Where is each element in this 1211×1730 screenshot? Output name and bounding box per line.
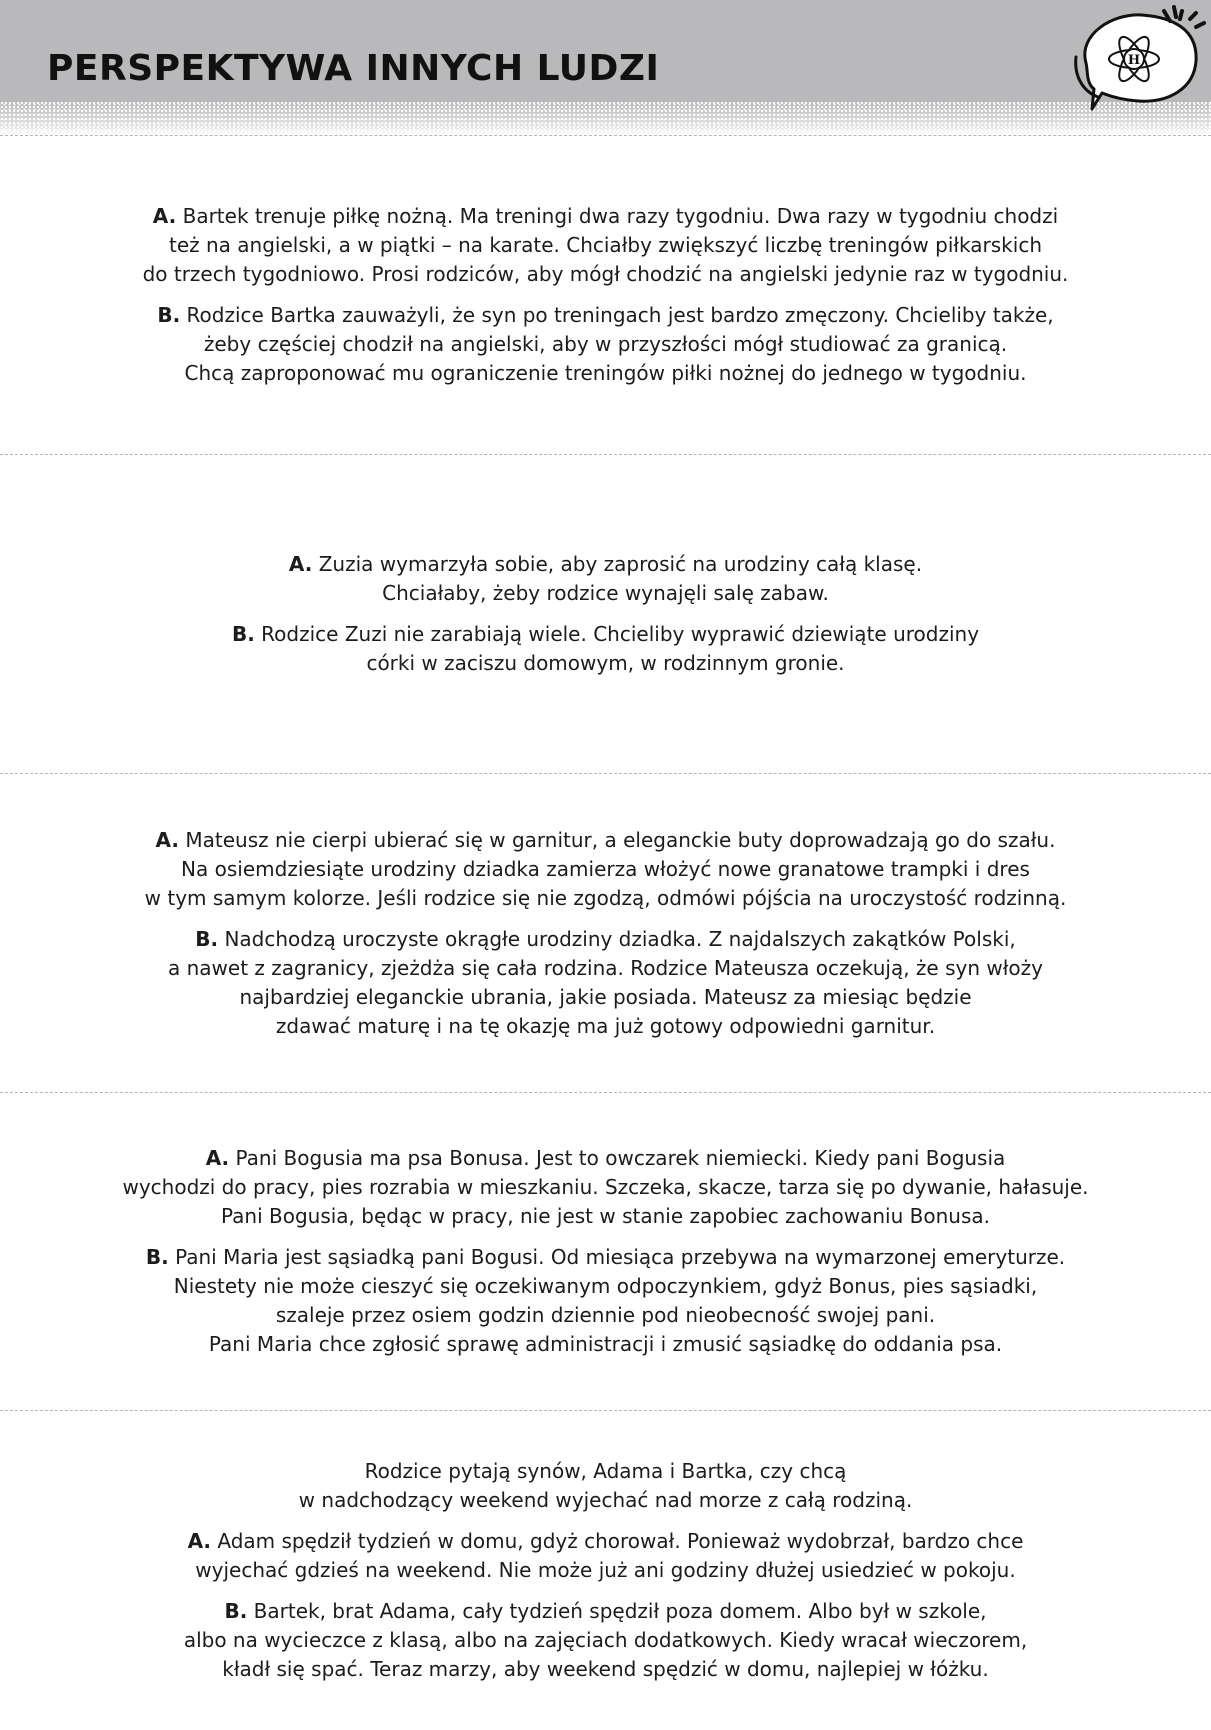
- paragraph-letter: B.: [224, 1599, 248, 1623]
- scenario-card-2: [0, 455, 1211, 774]
- page-title: PERSPEKTYWA INNYCH LUDZI: [47, 48, 660, 89]
- paragraph-letter: B.: [157, 303, 181, 327]
- paragraph-text: Adam spędził tydzień w domu, gdyż chorował. Ponieważ wydobrzał, bardzo chce wyjechać gdzieś na weekend. Nie może już ani godziny dłużej usiedzieć w pokoju.: [195, 1529, 1024, 1582]
- scenario-3-paragraph-b: [168, 925, 1043, 1041]
- scenario-1-paragraph-b: [157, 301, 1053, 388]
- paragraph-text: Nadchodzą uroczyste okrągłe urodziny dziadka. Z najdalszych zakątków Polski, a nawet z zagranicy, zjeżdża się cała rodzina. Rodzice Mateusza oczekują, że syn włoży najbardziej eleganckie ubrania, jakie posiada. Mateusz za miesiąc będzie zdawać maturę i na tę okazję ma już gotowy odpowiedni garnitur.: [167, 926, 1043, 1038]
- paragraph-letter: B.: [145, 1245, 169, 1269]
- paragraph-text: Rodzice Bartka zauważyli, że syn po treningach jest bardzo zmęczony. Chcieliby także, żeby częściej chodził na angielski, aby w przyszłości mógł studiować za granicą. Chcą zaproponować mu ograniczenie treningów piłki nożnej do jednego w tygodniu.: [184, 303, 1054, 385]
- paragraph-text: Pani Maria jest sąsiadką pani Bogusi. Od miesiąca przebywa na wymarzonej emeryturze. Niestety nie może cieszyć się oczekiwanym odpoczynkiem, gdyż Bonus, pies sąsiadki, szaleje przez osiem godzin dziennie pod nieobecność swojej pani. Pani Maria chce zgłosić sprawę administracji i zmusić sąsiadkę do oddania psa.: [173, 1245, 1066, 1356]
- paragraph-text: Zuzia wymarzyła sobie, aby zaprosić na urodziny całą klasę. Chciałaby, żeby rodzice wynajęli salę zabaw.: [318, 552, 923, 605]
- scenario-5-paragraph-a: [188, 1527, 1024, 1585]
- atom-logo-icon: [1072, 5, 1206, 117]
- scenario-2-paragraph-a: [289, 550, 922, 608]
- paragraph-text: Bartek, brat Adama, cały tydzień spędził poza domem. Albo był w szkole, albo na wycieczce z klasą, albo na zajęciach dodatkowych. Kiedy wracał wieczorem, kładł się spać. Teraz marzy, aby weekend spędzić w domu, najlepiej w łóżku.: [183, 1599, 1028, 1681]
- page-header: [0, 0, 1211, 135]
- paragraph-letter: A.: [155, 827, 179, 852]
- scenario-1-paragraph-a: [143, 202, 1069, 289]
- scenario-5-intro: [299, 1457, 913, 1515]
- scenario-card-5: [0, 1411, 1211, 1730]
- logo-letter: H: [1127, 53, 1141, 68]
- paragraph-text: Mateusz nie cierpi ubierać się w garnitur, a eleganckie buty doprowadzają go do szału. Na osiemdziesiąte urodziny dziadka zamierza włożyć nowe granatowe trampki i dres w tym samym kolorze. Jeśli rodzice się nie zgodzą, odmówi pójścia na uroczystość rodzinną.: [144, 827, 1067, 910]
- paragraph-letter: A.: [288, 552, 313, 576]
- paragraph-text: Rodzice pytają synów, Adama i Bartka, czy chcą w nadchodzący weekend wyjechać nad morze z całą rodziną.: [298, 1459, 913, 1512]
- paragraph-letter: B.: [231, 622, 255, 646]
- scenario-3-paragraph-a: [145, 826, 1067, 913]
- paragraph-letter: A.: [205, 1146, 230, 1170]
- paragraph-text: Pani Bogusia ma psa Bonusa. Jest to owczarek niemiecki. Kiedy pani Bogusia wychodzi do pracy, pies rozrabia w mieszkaniu. Szczeka, skacze, tarza się po dywanie, hałasuje. Pani Bogusia, będąc w pracy, nie jest w stanie zapobiec zachowaniu Bonusa.: [122, 1146, 1089, 1228]
- paragraph-letter: A.: [187, 1529, 212, 1553]
- scenario-card-4: [0, 1093, 1211, 1411]
- paragraph-text: Bartek trenuje piłkę nożną. Ma treningi dwa razy tygodniu. Dwa razy w tygodniu chodzi też na angielski, a w piątki – na karate. Chciałby zwiększyć liczbę treningów piłkarskich do trzech tygodniowo. Prosi rodziców, aby mógł chodzić na angielski jedynie raz w tygodniu.: [142, 204, 1069, 286]
- scenario-card-1: [0, 136, 1211, 455]
- paragraph-text: Rodzice Zuzi nie zarabiają wiele. Chcieliby wyprawić dziewiąte urodziny córki w zaciszu domowym, w rodzinnym gronie.: [261, 622, 980, 675]
- scenario-4-paragraph-a: [122, 1144, 1088, 1231]
- paragraph-letter: A.: [152, 204, 177, 228]
- scenario-card-3: [0, 774, 1211, 1093]
- scenario-5-paragraph-b: [184, 1597, 1027, 1684]
- paragraph-letter: B.: [195, 926, 219, 951]
- scenario-4-paragraph-b: [146, 1243, 1065, 1359]
- scenario-2-paragraph-b: [232, 620, 979, 678]
